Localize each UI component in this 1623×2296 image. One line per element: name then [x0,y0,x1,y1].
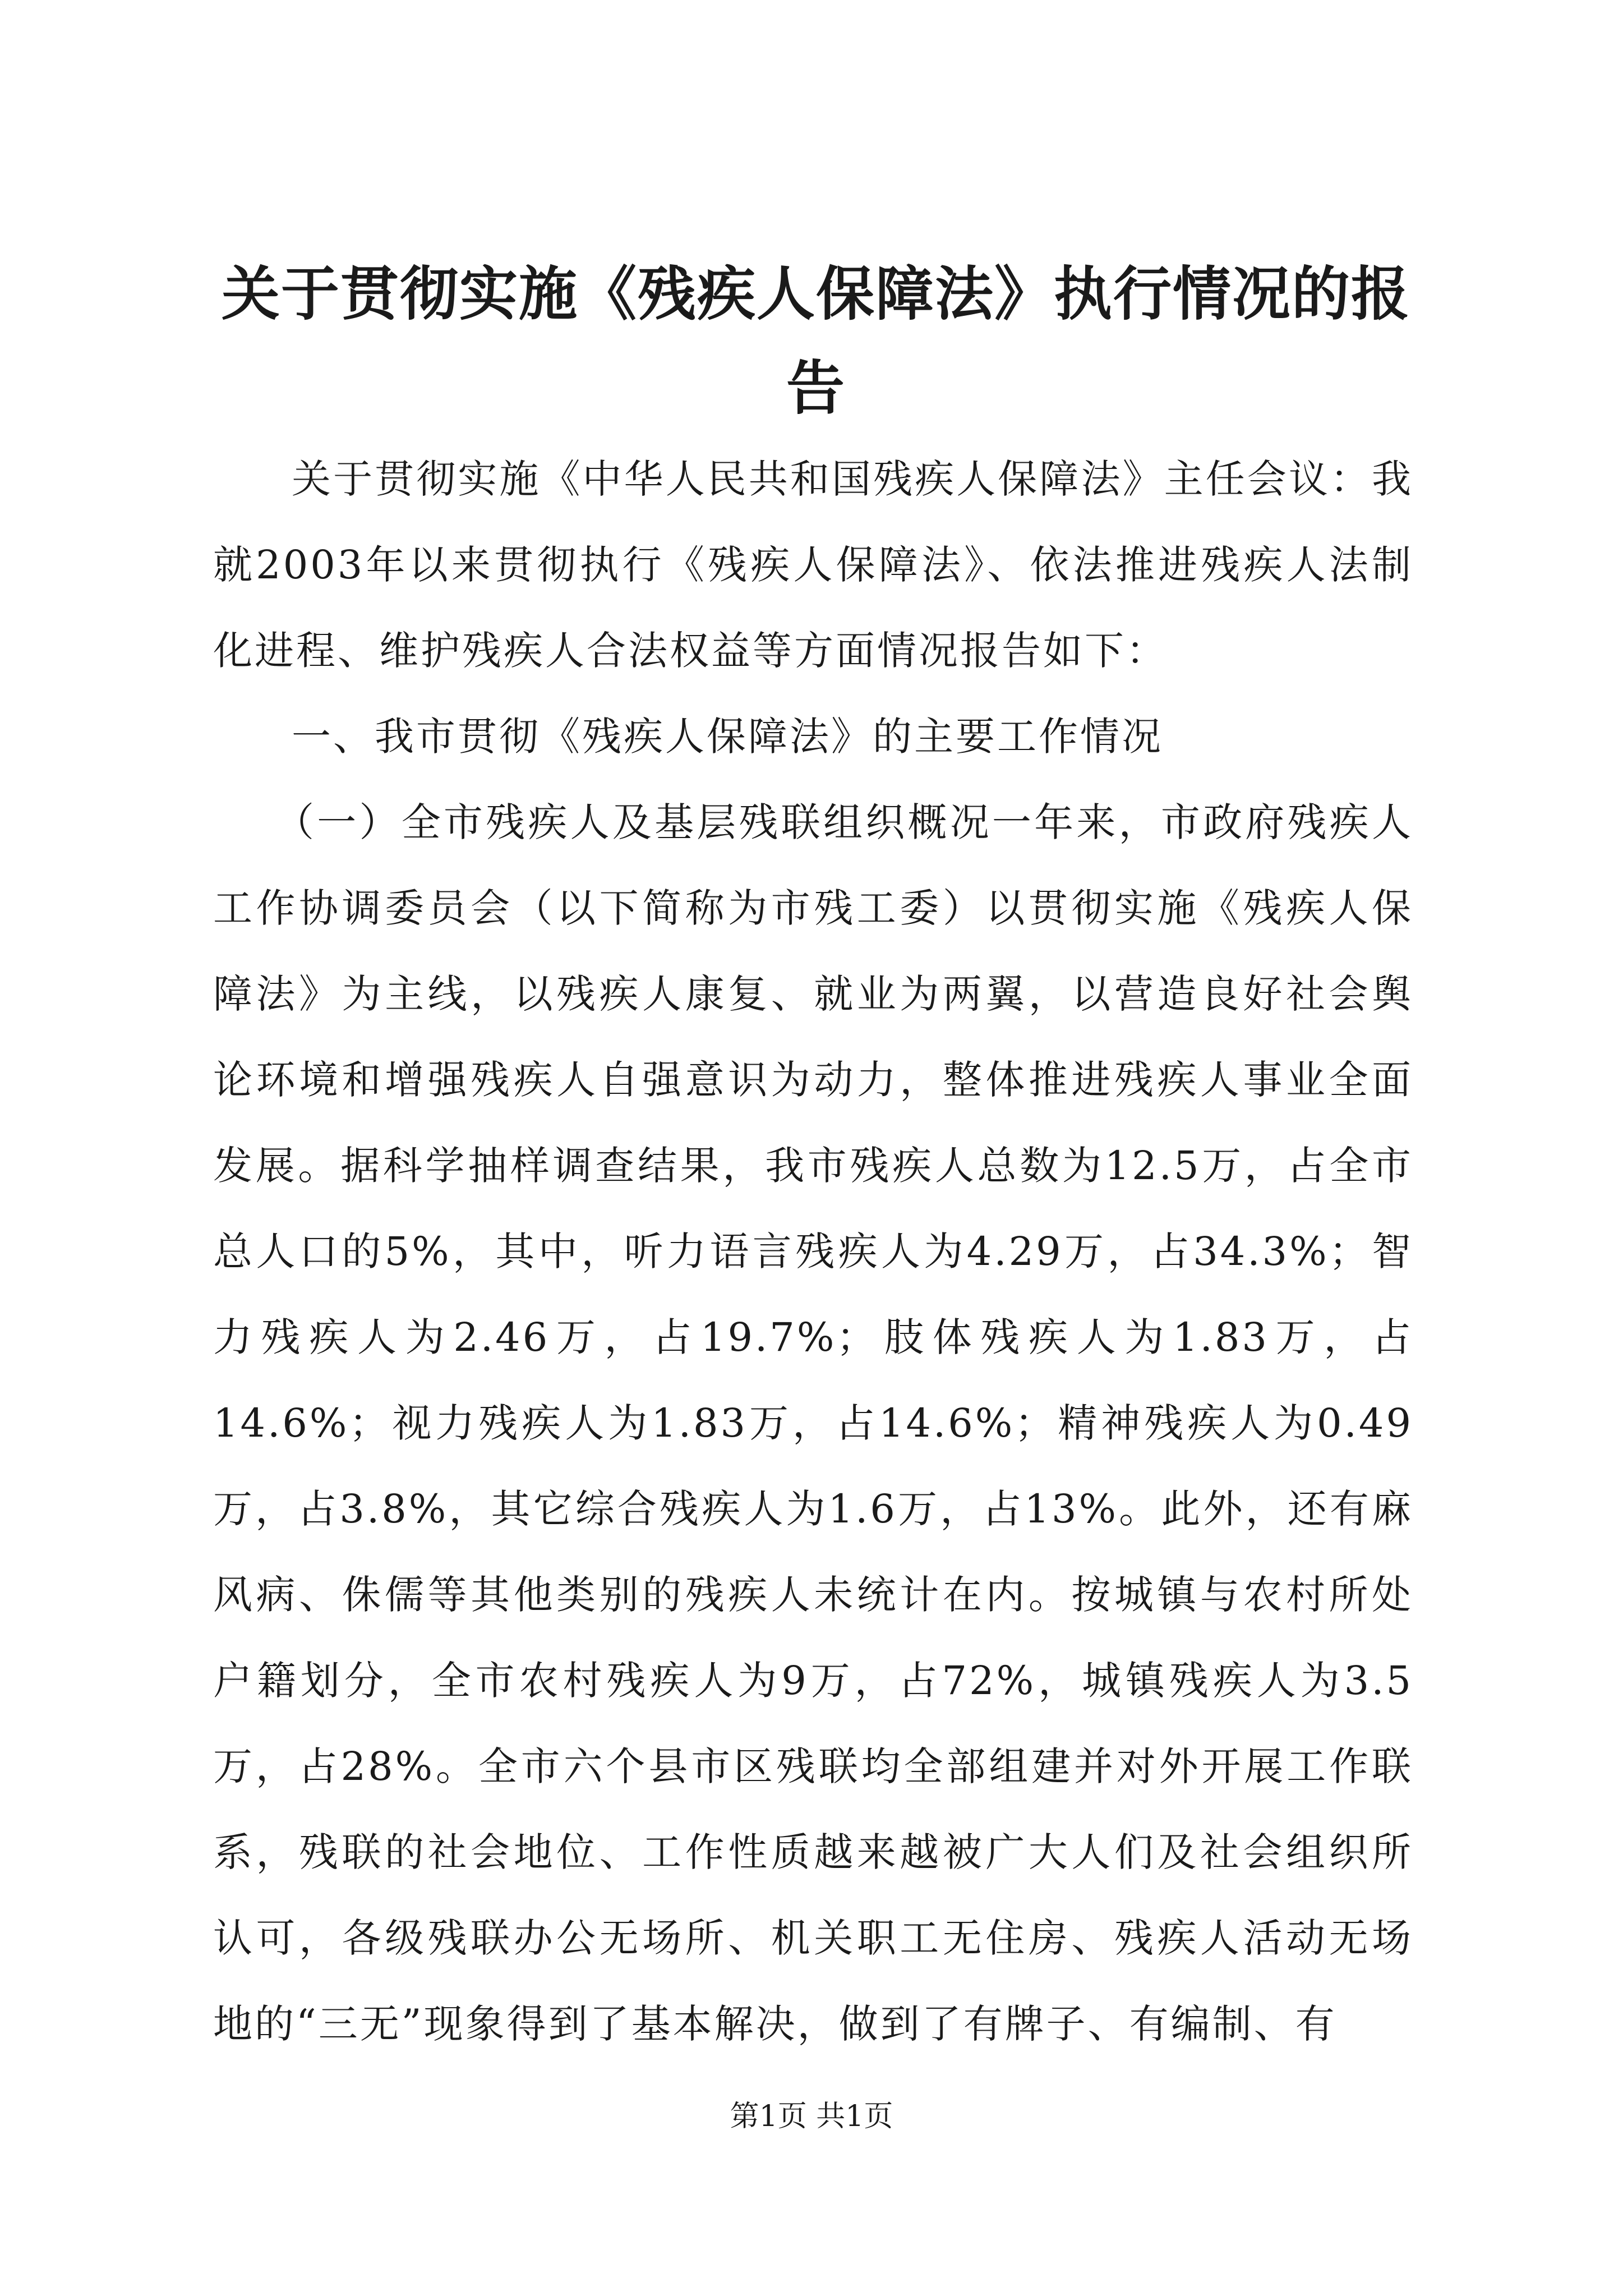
section-heading: 一、我市贯彻《残疾人保障法》的主要工作情况 [292,714,1163,760]
paragraph-intro: 关于贯彻实施《中华人民共和国残疾人保障法》主任会议：我就2003年以来贯彻执行《残疾人保障法》、依法推进残疾人法制化进程、维护残疾人合法权益等方面情况报告如下： [213,456,1413,674]
document-body [213,436,1413,2067]
page-footer: 第1页 共1页 [730,2100,893,2133]
document-title: 关于贯彻实施《残疾人保障法》执行情况的报告 [221,259,1410,422]
paragraph-overview: （一）全市残疾人及基层残联组织概况一年来，市政府残疾人工作协调委员会（以下简称为市残工委）以贯彻实施《残疾人保障法》为主线，以残疾人康复、就业为两翼，以营造良好社会舆论环境和增强残疾人自强意识为动力，整体推进残疾人事业全面发展。据科学抽样调查结果，我市残疾人总数为12.5万，占全市总人口的5%，其中，听力语言残疾人为4.29万，占34.3%；智力残疾人为2.46万，占19.7%；肢体残疾人为1.83万，占14.6%；视力残疾人为1.83万，占14.6%；精神残疾人为0.49万，占3.8%，其它综合残疾人为1.6万，占13%。此外，还有麻风病、侏儒等其他类别的残疾人未统计在内。按城镇与农村所处户籍划分，全市农村残疾人为9万，占72%，城镇残疾人为3.5万，占28%。全市六个县市区残联均全部组建并对外开展工作联系，残联的社会地位、工作性质越来越被广大人们及社会组织所认可，各级残联办公无场所、机关职工无住房、残疾人活动无场地的“三无”现象得到了基本解决，做到了有牌子、有编制、有 [213,799,1413,2047]
